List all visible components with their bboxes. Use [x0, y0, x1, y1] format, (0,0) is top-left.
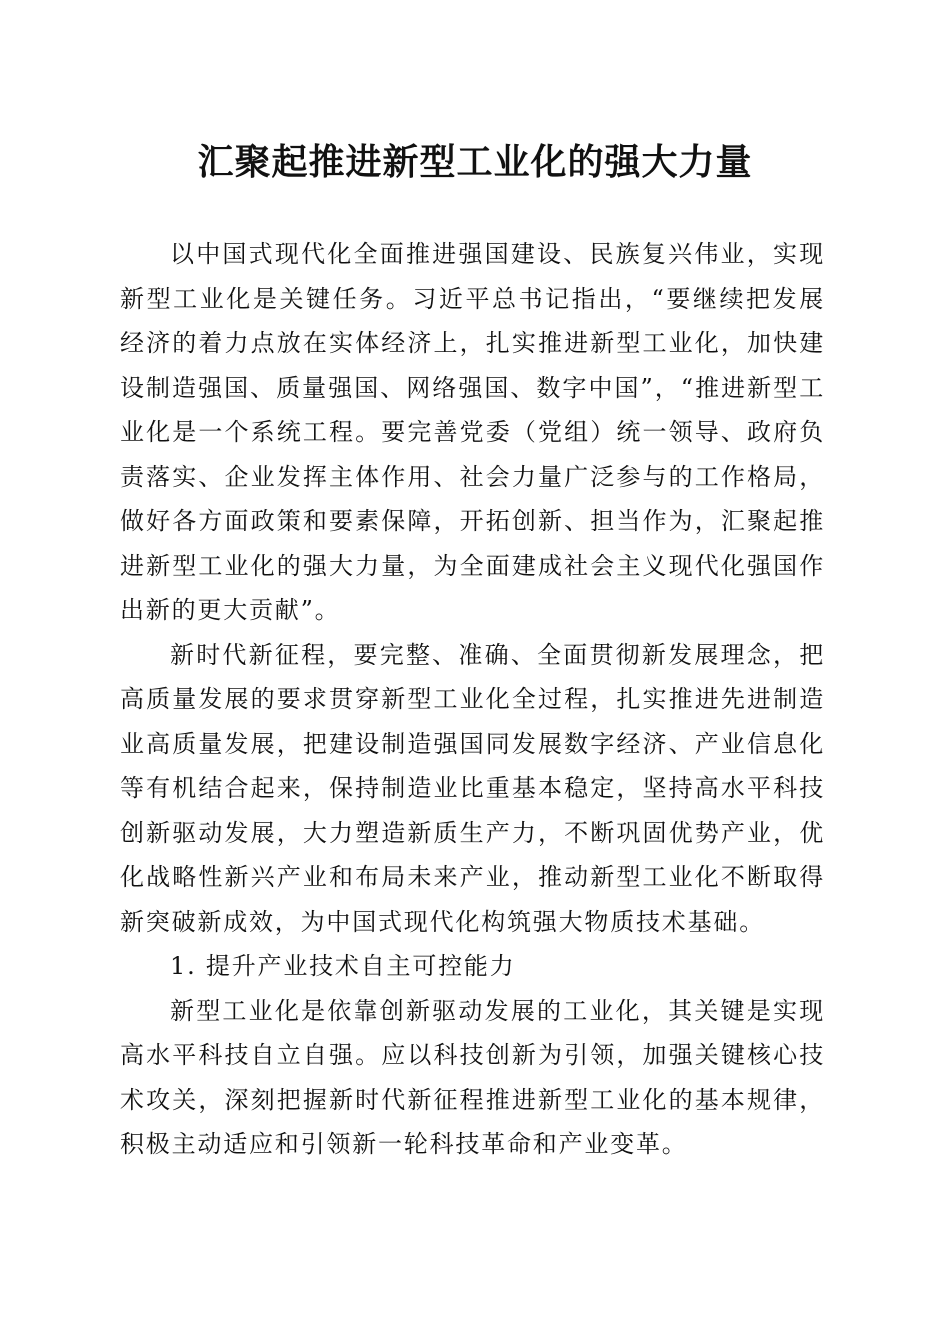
- section-heading: 1. 提升产业技术自主可控能力: [170, 952, 516, 980]
- body-paragraph-2: 新时代新征程，要完整、准确、全面贯彻新发展理念，把高质量发展的要求贯穿新型工业化全过程，扎实推进先进制造业高质量发展，把建设制造强国同发展数字经济、产业信息化等有机结合起来，保持制造业比重基本稳定，坚持高水平科技创新驱动发展，大力塑造新质生产力，不断巩固优势产业，优化战略性新兴产业和布局未来产业，推动新型工业化不断取得新突破新成效，为中国式现代化构筑强大物质技术基础。: [120, 640, 825, 936]
- document-title: 汇聚起推进新型工业化的强大力量: [197, 141, 753, 183]
- section-paragraph: 新型工业化是依靠创新驱动发展的工业化，其关键是实现高水平科技自立自强。应以科技创新为引领，加强关键核心技术攻关，深刻把握新时代新征程推进新型工业化的基本规律，积极主动适应和引领新一轮科技革命和产业变革。: [120, 996, 825, 1158]
- document-body: [120, 232, 825, 1167]
- body-paragraph-1: 以中国式现代化全面推进强国建设、民族复兴伟业，实现新型工业化是关键任务。习近平总书记指出，“要继续把发展经济的着力点放在实体经济上，扎实推进新型工业化，加快建设制造强国、质量强国、网络强国、数字中国”，“推进新型工业化是一个系统工程。要完善党委（党组）统一领导、政府负责落实、企业发挥主体作用、社会力量广泛参与的工作格局，做好各方面政策和要素保障，开拓创新、担当作为，汇聚起推进新型工业化的强大力量，为全面建成社会主义现代化强国作出新的更大贡献”。: [120, 240, 825, 624]
